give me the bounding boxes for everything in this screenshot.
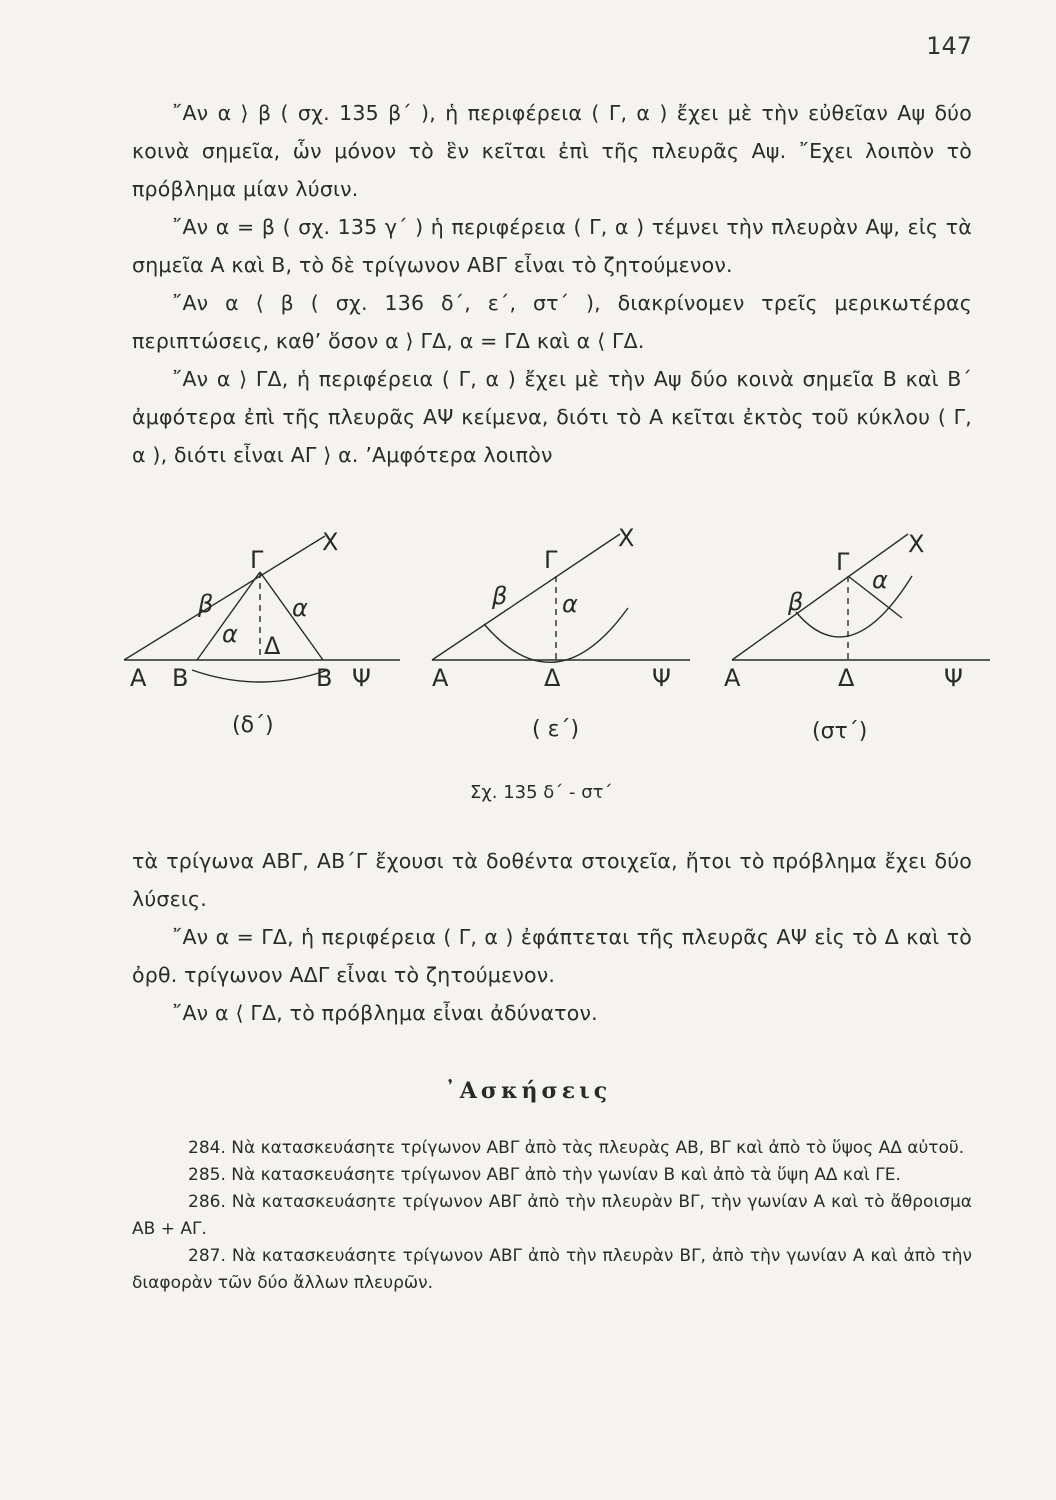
label-b: Β bbox=[172, 664, 189, 692]
top-text-block bbox=[132, 94, 972, 474]
exercises-heading: ᾿Ασκήσεις bbox=[444, 1078, 612, 1104]
exercise-item bbox=[132, 1162, 972, 1189]
arc-path bbox=[192, 670, 328, 682]
exercise-item bbox=[132, 1243, 972, 1297]
figure-tag-epsilon: ( ε΄) bbox=[532, 717, 580, 742]
exercises-list bbox=[132, 1135, 972, 1297]
label-g: Γ bbox=[836, 548, 850, 576]
paragraph: ῎Αν α = ΓΔ, ἡ περιφέρεια ( Γ, α ) ἐφάπτεται τῆς πλευρᾶς ΑΨ εἰς τὸ Δ καὶ τὸ ὀρθ. τρίγωνον ΑΔΓ εἶναι τὸ ζητούμενον. bbox=[132, 925, 972, 987]
label-alpha-right: α bbox=[292, 594, 308, 622]
exercise-item bbox=[132, 1135, 972, 1162]
arc-path bbox=[796, 576, 912, 637]
paragraph: ῎Αν α ⟩ β ( σχ. 135 β΄ ), ἡ περιφέρεια ( Γ, α ) ἔχει μὲ τὴν εὐθεῖαν Αψ δύο κοινὰ σημεῖα, ὧν μόνον τὸ ἓν κεῖται ἐπὶ τῆς πλευρᾶς Αψ. ῎Εχει λοιπὸν τὸ πρόβλημα μίαν λύσιν. bbox=[132, 101, 972, 201]
paragraph: τὰ τρίγωνα ΑΒΓ, ΑΒ΄Γ ἔχουσι τὰ δοθέντα στοιχεῖα, ἤτοι τὸ πρόβλημα ἔχει δύο λύσεις. bbox=[132, 849, 972, 911]
exercise-text: 287. Νὰ κατασκευάσητε τρίγωνον ΑΒΓ ἀπὸ τὴν πλευρὰν ΒΓ, ἀπὸ τὴν γωνίαν Α καὶ ἀπὸ τὴν διαφορὰν τῶν δύο ἄλλων πλευρῶν. bbox=[132, 1246, 972, 1293]
paragraph: ῎Αν α = β ( σχ. 135 γ΄ ) ἡ περιφέρεια ( Γ, α ) τέμνει τὴν πλευρὰν Αψ, εἰς τὰ σημεῖα Α καὶ Β, τὸ δὲ τρίγωνον ΑΒΓ εἶναι τὸ ζητούμενον. bbox=[132, 215, 972, 277]
label-beta: β bbox=[198, 590, 214, 618]
label-psi: Ψ bbox=[944, 664, 963, 692]
figures-block bbox=[120, 512, 1000, 812]
paragraph: ῎Αν α ⟨ ΓΔ, τὸ πρόβλημα εἶναι ἀδύνατον. bbox=[172, 1001, 598, 1025]
label-x: Χ bbox=[322, 528, 339, 556]
label-g: Γ bbox=[544, 546, 558, 574]
ray-ax-line bbox=[732, 534, 908, 660]
page-number: 147 bbox=[926, 32, 972, 60]
paragraph: ῎Αν α ⟨ β ( σχ. 136 δ΄, ε΄, στ΄ ), διακρίνομεν τρεῖς μερικωτέρας περιπτώσεις, καθ’ ὅσον α ⟩ ΓΔ, α = ΓΔ καὶ α ⟨ ΓΔ. bbox=[132, 291, 972, 353]
ray-ax-line bbox=[432, 534, 620, 660]
figure-st bbox=[732, 534, 990, 660]
label-alpha: α bbox=[562, 590, 578, 618]
figure-caption: Σχ. 135 δ΄ - στ΄ bbox=[470, 782, 613, 803]
label-psi: Ψ bbox=[652, 664, 671, 692]
label-a: Α bbox=[432, 664, 449, 692]
label-d: Δ bbox=[838, 664, 855, 692]
figure-tag-delta: (δ΄) bbox=[232, 713, 274, 738]
label-d: Δ bbox=[544, 664, 561, 692]
label-x: Χ bbox=[908, 530, 925, 558]
label-d: Δ bbox=[264, 632, 281, 660]
label-b2: Β bbox=[316, 664, 333, 692]
label-a: Α bbox=[724, 664, 741, 692]
figure-tag-st: (στ΄) bbox=[812, 719, 868, 744]
label-x: Χ bbox=[618, 524, 635, 552]
exercise-text: 285. Νὰ κατασκευάσητε τρίγωνον ΑΒΓ ἀπὸ τὴν γωνίαν Β καὶ ἀπὸ τὰ ὕψη ΑΔ καὶ ΓΕ. bbox=[188, 1165, 901, 1185]
label-g: Γ bbox=[250, 546, 264, 574]
middle-text-block bbox=[132, 842, 972, 1032]
label-a: Α bbox=[130, 664, 147, 692]
exercise-item bbox=[132, 1189, 972, 1243]
geometry-figures bbox=[120, 512, 1000, 812]
exercise-text: 286. Νὰ κατασκευάσητε τρίγωνον ΑΒΓ ἀπὸ τὴν πλευρὰν ΒΓ, τὴν γωνίαν Α καὶ τὸ ἄθροισμα ΑΒ + ΑΓ. bbox=[132, 1192, 972, 1239]
figure-epsilon bbox=[432, 534, 690, 662]
label-psi: Ψ bbox=[352, 664, 371, 692]
label-alpha: α bbox=[872, 566, 888, 594]
label-alpha-left: α bbox=[222, 620, 238, 648]
label-beta: β bbox=[492, 582, 508, 610]
paragraph: ῎Αν α ⟩ ΓΔ, ἡ περιφέρεια ( Γ, α ) ἔχει μὲ τὴν Αψ δύο κοινὰ σημεῖα Β καὶ Β΄ ἀμφότερα ἐπὶ τῆς πλευρᾶς ΑΨ κείμενα, διότι τὸ Α κεῖται ἐκτὸς τοῦ κύκλου ( Γ, α ), διότι εἶναι ΑΓ ⟩ α. ’Αμφότερα λοιπὸν bbox=[132, 367, 972, 467]
exercise-text: 284. Νὰ κατασκευάσητε τρίγωνον ΑΒΓ ἀπὸ τὰς πλευρὰς ΑΒ, ΒΓ καὶ ἀπὸ τὸ ὕψος ΑΔ αὐτοῦ. bbox=[188, 1138, 965, 1158]
label-beta: β bbox=[788, 588, 804, 616]
